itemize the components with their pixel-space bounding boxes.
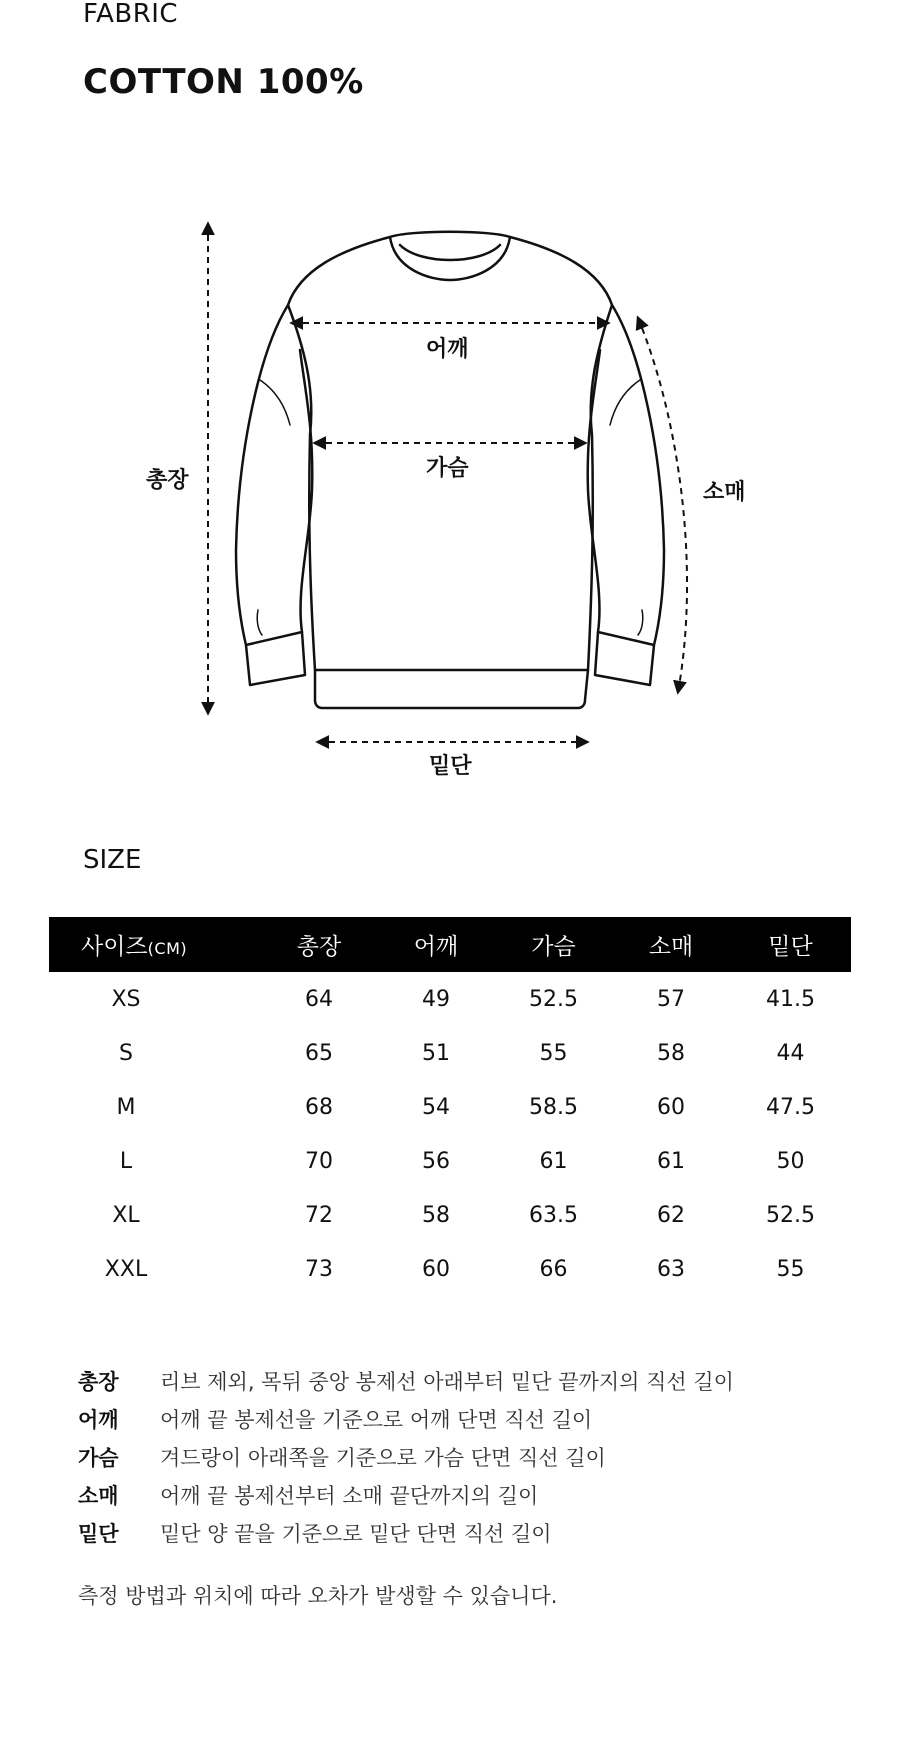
value-cell: 73: [305, 1256, 333, 1282]
disclaimer: 측정 방법과 위치에 따라 오차가 발생할 수 있습니다.: [78, 1584, 558, 1608]
value-cell: 61: [539, 1148, 568, 1174]
note-row: [78, 1476, 734, 1514]
value-cell: 62: [657, 1202, 685, 1228]
value-cell: 64: [305, 986, 333, 1012]
note-term: 총장: [78, 1370, 119, 1394]
value-cell: 70: [305, 1148, 333, 1174]
table-row: [49, 1188, 851, 1242]
hem-label: 밑단: [429, 754, 472, 779]
value-cell: 52.5: [529, 986, 578, 1012]
value-cell: 63.5: [529, 1202, 578, 1228]
note-description: 밑단 양 끝을 기준으로 밑단 단면 직선 길이: [160, 1522, 552, 1546]
sweatshirt-measurement-diagram: [0, 190, 900, 810]
note-term: 소매: [78, 1484, 119, 1508]
value-cell: 44: [776, 1040, 805, 1066]
value-cell: 50: [776, 1148, 805, 1174]
note-description: 리브 제외, 목뒤 중앙 봉제선 아래부터 밑단 끝까지의 직선 길이: [160, 1370, 734, 1394]
measurement-notes: [78, 1362, 734, 1552]
size-cell: XL: [112, 1202, 140, 1228]
value-cell: 55: [539, 1040, 568, 1066]
header-size: 사이즈(CM): [49, 917, 261, 972]
header-total-length: 총장: [261, 917, 377, 972]
note-row: [78, 1438, 734, 1476]
size-cell: XXL: [104, 1256, 148, 1282]
table-row: [49, 972, 851, 1026]
header-hem: 밑단: [730, 917, 851, 972]
value-cell: 72: [305, 1202, 333, 1228]
chest-label: 가슴: [426, 456, 469, 481]
value-cell: 49: [422, 986, 450, 1012]
size-table: [49, 917, 851, 1296]
value-cell: 65: [305, 1040, 333, 1066]
size-table-header: [49, 917, 851, 972]
fabric-label: FABRIC: [83, 0, 179, 29]
value-cell: 56: [422, 1148, 450, 1174]
total-length-label: 총장: [146, 468, 189, 493]
value-cell: 68: [305, 1094, 333, 1120]
value-cell: 57: [657, 986, 685, 1012]
value-cell: 58: [657, 1040, 685, 1066]
note-description: 어깨 끝 봉제선부터 소매 끝단까지의 길이: [160, 1484, 539, 1508]
note-row: [78, 1362, 734, 1400]
shoulder-label: 어깨: [426, 337, 469, 362]
table-row: [49, 1134, 851, 1188]
note-term: 밑단: [78, 1522, 119, 1546]
note-description: 겨드랑이 아래쪽을 기준으로 가슴 단면 직선 길이: [160, 1446, 606, 1470]
value-cell: 55: [776, 1256, 805, 1282]
value-cell: 60: [422, 1256, 450, 1282]
value-cell: 54: [422, 1094, 450, 1120]
header-sleeve: 소매: [612, 917, 730, 972]
size-section-title: SIZE: [83, 845, 142, 875]
note-row: [78, 1514, 734, 1552]
note-row: [78, 1400, 734, 1438]
value-cell: 63: [657, 1256, 685, 1282]
value-cell: 51: [422, 1040, 450, 1066]
value-cell: 52.5: [766, 1202, 815, 1228]
header-shoulder: 어깨: [377, 917, 495, 972]
size-cell: L: [119, 1148, 133, 1174]
value-cell: 61: [657, 1148, 685, 1174]
value-cell: 47.5: [766, 1094, 815, 1120]
size-cell: XS: [111, 986, 141, 1012]
size-cell: M: [116, 1094, 136, 1120]
note-term: 어깨: [78, 1408, 119, 1432]
fabric-value: COTTON 100%: [83, 62, 364, 102]
value-cell: 41.5: [766, 986, 815, 1012]
note-description: 어깨 끝 봉제선을 기준으로 어깨 단면 직선 길이: [160, 1408, 593, 1432]
size-cell: S: [119, 1040, 133, 1066]
value-cell: 58: [422, 1202, 450, 1228]
sleeve-label: 소매: [703, 480, 746, 505]
value-cell: 58.5: [529, 1094, 578, 1120]
table-row: [49, 1026, 851, 1080]
value-cell: 60: [657, 1094, 685, 1120]
table-row: [49, 1242, 851, 1296]
header-chest: 가슴: [495, 917, 612, 972]
table-row: [49, 1080, 851, 1134]
measurement-lines: [208, 224, 687, 742]
value-cell: 66: [539, 1256, 568, 1282]
note-term: 가슴: [78, 1446, 119, 1470]
